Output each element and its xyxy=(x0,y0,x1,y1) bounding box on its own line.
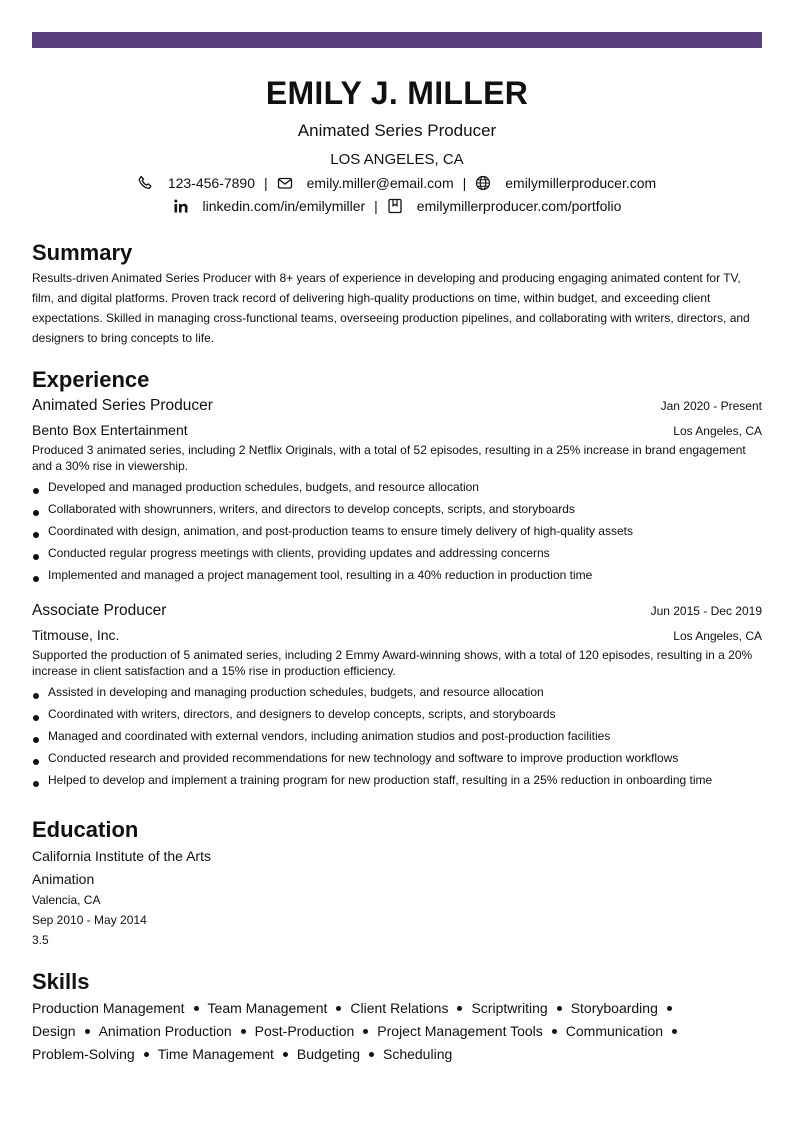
job-location: Los Angeles, CA xyxy=(673,424,762,438)
bullet-icon xyxy=(363,1029,368,1034)
linkedin-link[interactable]: linkedin.com/in/emilymiller xyxy=(202,197,366,214)
skill-item: Scriptwriting xyxy=(471,1000,548,1016)
list-item: Implemented and managed a project management tool, resulting in a 40% reduction in production time xyxy=(32,564,762,586)
skill-item: Animation Production xyxy=(98,1023,232,1039)
bullet-icon xyxy=(33,576,39,582)
linkedin-icon xyxy=(173,198,189,214)
skills-list xyxy=(32,997,762,1066)
job-dates: Jan 2020 - Present xyxy=(660,399,762,413)
skill-item: Time Management xyxy=(157,1046,274,1062)
phone-icon xyxy=(138,175,154,191)
experience-heading: Experience xyxy=(32,367,150,392)
contact-row-secondary xyxy=(0,194,794,217)
list-item: Collaborated with showrunners, writers, and directors to develop concepts, scripts, and storyboards xyxy=(32,498,762,520)
education-location: Valencia, CA xyxy=(32,893,101,907)
resume-header xyxy=(0,74,794,217)
bullet-icon xyxy=(33,715,39,721)
job-bullets xyxy=(32,681,762,791)
bullet-icon xyxy=(194,1006,199,1011)
bullet-icon xyxy=(552,1029,557,1034)
skill-item: Communication xyxy=(565,1023,664,1039)
job-description: Produced 3 animated series, including 2 Netflix Originals, with a total of 52 episodes, resulting in a 25% increase in brand engagement and a 30% rise in viewership. xyxy=(32,443,746,473)
school-name: California Institute of the Arts xyxy=(32,848,211,864)
job-bullets xyxy=(32,476,762,586)
separator: | xyxy=(462,174,467,191)
education-section xyxy=(32,817,762,950)
contact-row-primary xyxy=(0,171,794,194)
bullet-icon xyxy=(369,1052,374,1057)
skill-item: Post-Production xyxy=(254,1023,355,1039)
field-of-study: Animation xyxy=(32,871,95,887)
portfolio-link[interactable]: emilymillerproducer.com/portfolio xyxy=(416,197,622,214)
list-item: Assisted in developing and managing production schedules, budgets, and resource allocation xyxy=(32,681,762,703)
job-title-headline: Animated Series Producer xyxy=(297,121,497,140)
separator: | xyxy=(264,174,268,191)
skills-heading: Skills xyxy=(32,969,90,994)
skill-item: Project Management Tools xyxy=(377,1023,543,1039)
company-name: Titmouse, Inc. xyxy=(32,627,120,643)
education-gpa: 3.5 xyxy=(32,933,49,947)
skill-item: Problem-Solving xyxy=(32,1046,135,1062)
globe-icon xyxy=(475,175,491,191)
skills-line xyxy=(32,1020,762,1043)
skill-item: Storyboarding xyxy=(570,1000,658,1016)
skills-section xyxy=(32,969,762,1066)
bullet-icon xyxy=(557,1006,562,1011)
education-heading: Education xyxy=(32,817,139,842)
candidate-name: EMILY J. MILLER xyxy=(265,75,529,111)
bookmark-icon xyxy=(387,198,403,214)
bullet-icon xyxy=(85,1029,90,1034)
list-item: Coordinated with design, animation, and post-production teams to ensure timely delivery of high-quality assets xyxy=(32,520,762,542)
bullet-icon xyxy=(457,1006,462,1011)
bullet-icon xyxy=(144,1052,149,1057)
company-name: Bento Box Entertainment xyxy=(32,422,188,438)
list-item: Managed and coordinated with external vendors, including animation studios and post-production facilities xyxy=(32,725,762,747)
bullet-icon xyxy=(33,554,39,560)
bullet-icon xyxy=(336,1006,341,1011)
bullet-icon xyxy=(667,1006,672,1011)
bullet-icon xyxy=(33,693,39,699)
candidate-location: LOS ANGELES, CA xyxy=(330,151,464,168)
summary-heading: Summary xyxy=(32,240,133,265)
list-item: Conducted research and provided recommendations for new technology and software to improve production workflows xyxy=(32,747,762,769)
skill-item: Production Management xyxy=(32,1000,185,1016)
separator: | xyxy=(374,197,378,214)
summary-section xyxy=(32,240,762,348)
bullet-icon xyxy=(33,737,39,743)
bullet-icon xyxy=(33,510,39,516)
experience-section xyxy=(32,367,762,791)
accent-bar xyxy=(32,32,762,48)
email-link[interactable]: emily.miller@email.com xyxy=(306,174,454,191)
skill-item: Team Management xyxy=(207,1000,328,1016)
job-entry xyxy=(32,395,762,586)
job-description: Supported the production of 5 animated series, including 2 Emmy Award-winning shows, with a total of 120 episodes, resulting in a 20% increase in client satisfaction and a 15% rise in production efficiency. xyxy=(32,648,753,678)
skills-line xyxy=(32,1043,762,1066)
job-title: Animated Series Producer xyxy=(32,397,213,414)
list-item: Conducted regular progress meetings with clients, providing updates and addressing concerns xyxy=(32,542,762,564)
bullet-icon xyxy=(33,759,39,765)
website-link[interactable]: emilymillerproducer.com xyxy=(505,174,657,191)
bullet-icon xyxy=(33,781,39,787)
skill-item: Scheduling xyxy=(382,1046,453,1062)
summary-text: Results-driven Animated Series Producer with 8+ years of experience in developing and producing engaging animated content for TV, film, and digital platforms. Proven track record of delivering high-quality productions on time, within budget, and exceeding client expectations. Skilled in managing cross-functional teams, overseeing production pipelines, and collaborating with writers, directors, and designers to bring concepts to life. xyxy=(32,271,750,345)
education-dates: Sep 2010 - May 2014 xyxy=(32,913,147,927)
bullet-icon xyxy=(241,1029,246,1034)
bullet-icon xyxy=(672,1029,677,1034)
job-dates: Jun 2015 - Dec 2019 xyxy=(650,604,762,618)
skill-item: Client Relations xyxy=(350,1000,449,1016)
list-item: Helped to develop and implement a training program for new production staff, resulting in a 25% reduction in onboarding time xyxy=(32,769,762,791)
bullet-icon xyxy=(283,1052,288,1057)
skills-line xyxy=(32,997,762,1020)
envelope-icon xyxy=(277,175,293,191)
job-location: Los Angeles, CA xyxy=(673,629,762,643)
list-item: Developed and managed production schedules, budgets, and resource allocation xyxy=(32,476,762,498)
job-title: Associate Producer xyxy=(32,602,167,619)
skill-item: Design xyxy=(32,1023,76,1039)
bullet-icon xyxy=(33,532,39,538)
job-entry xyxy=(32,600,762,791)
bullet-icon xyxy=(33,488,39,494)
skill-item: Budgeting xyxy=(296,1046,360,1062)
phone-text[interactable]: 123-456-7890 xyxy=(167,174,255,191)
list-item: Coordinated with writers, directors, and designers to develop concepts, scripts, and storyboards xyxy=(32,703,762,725)
